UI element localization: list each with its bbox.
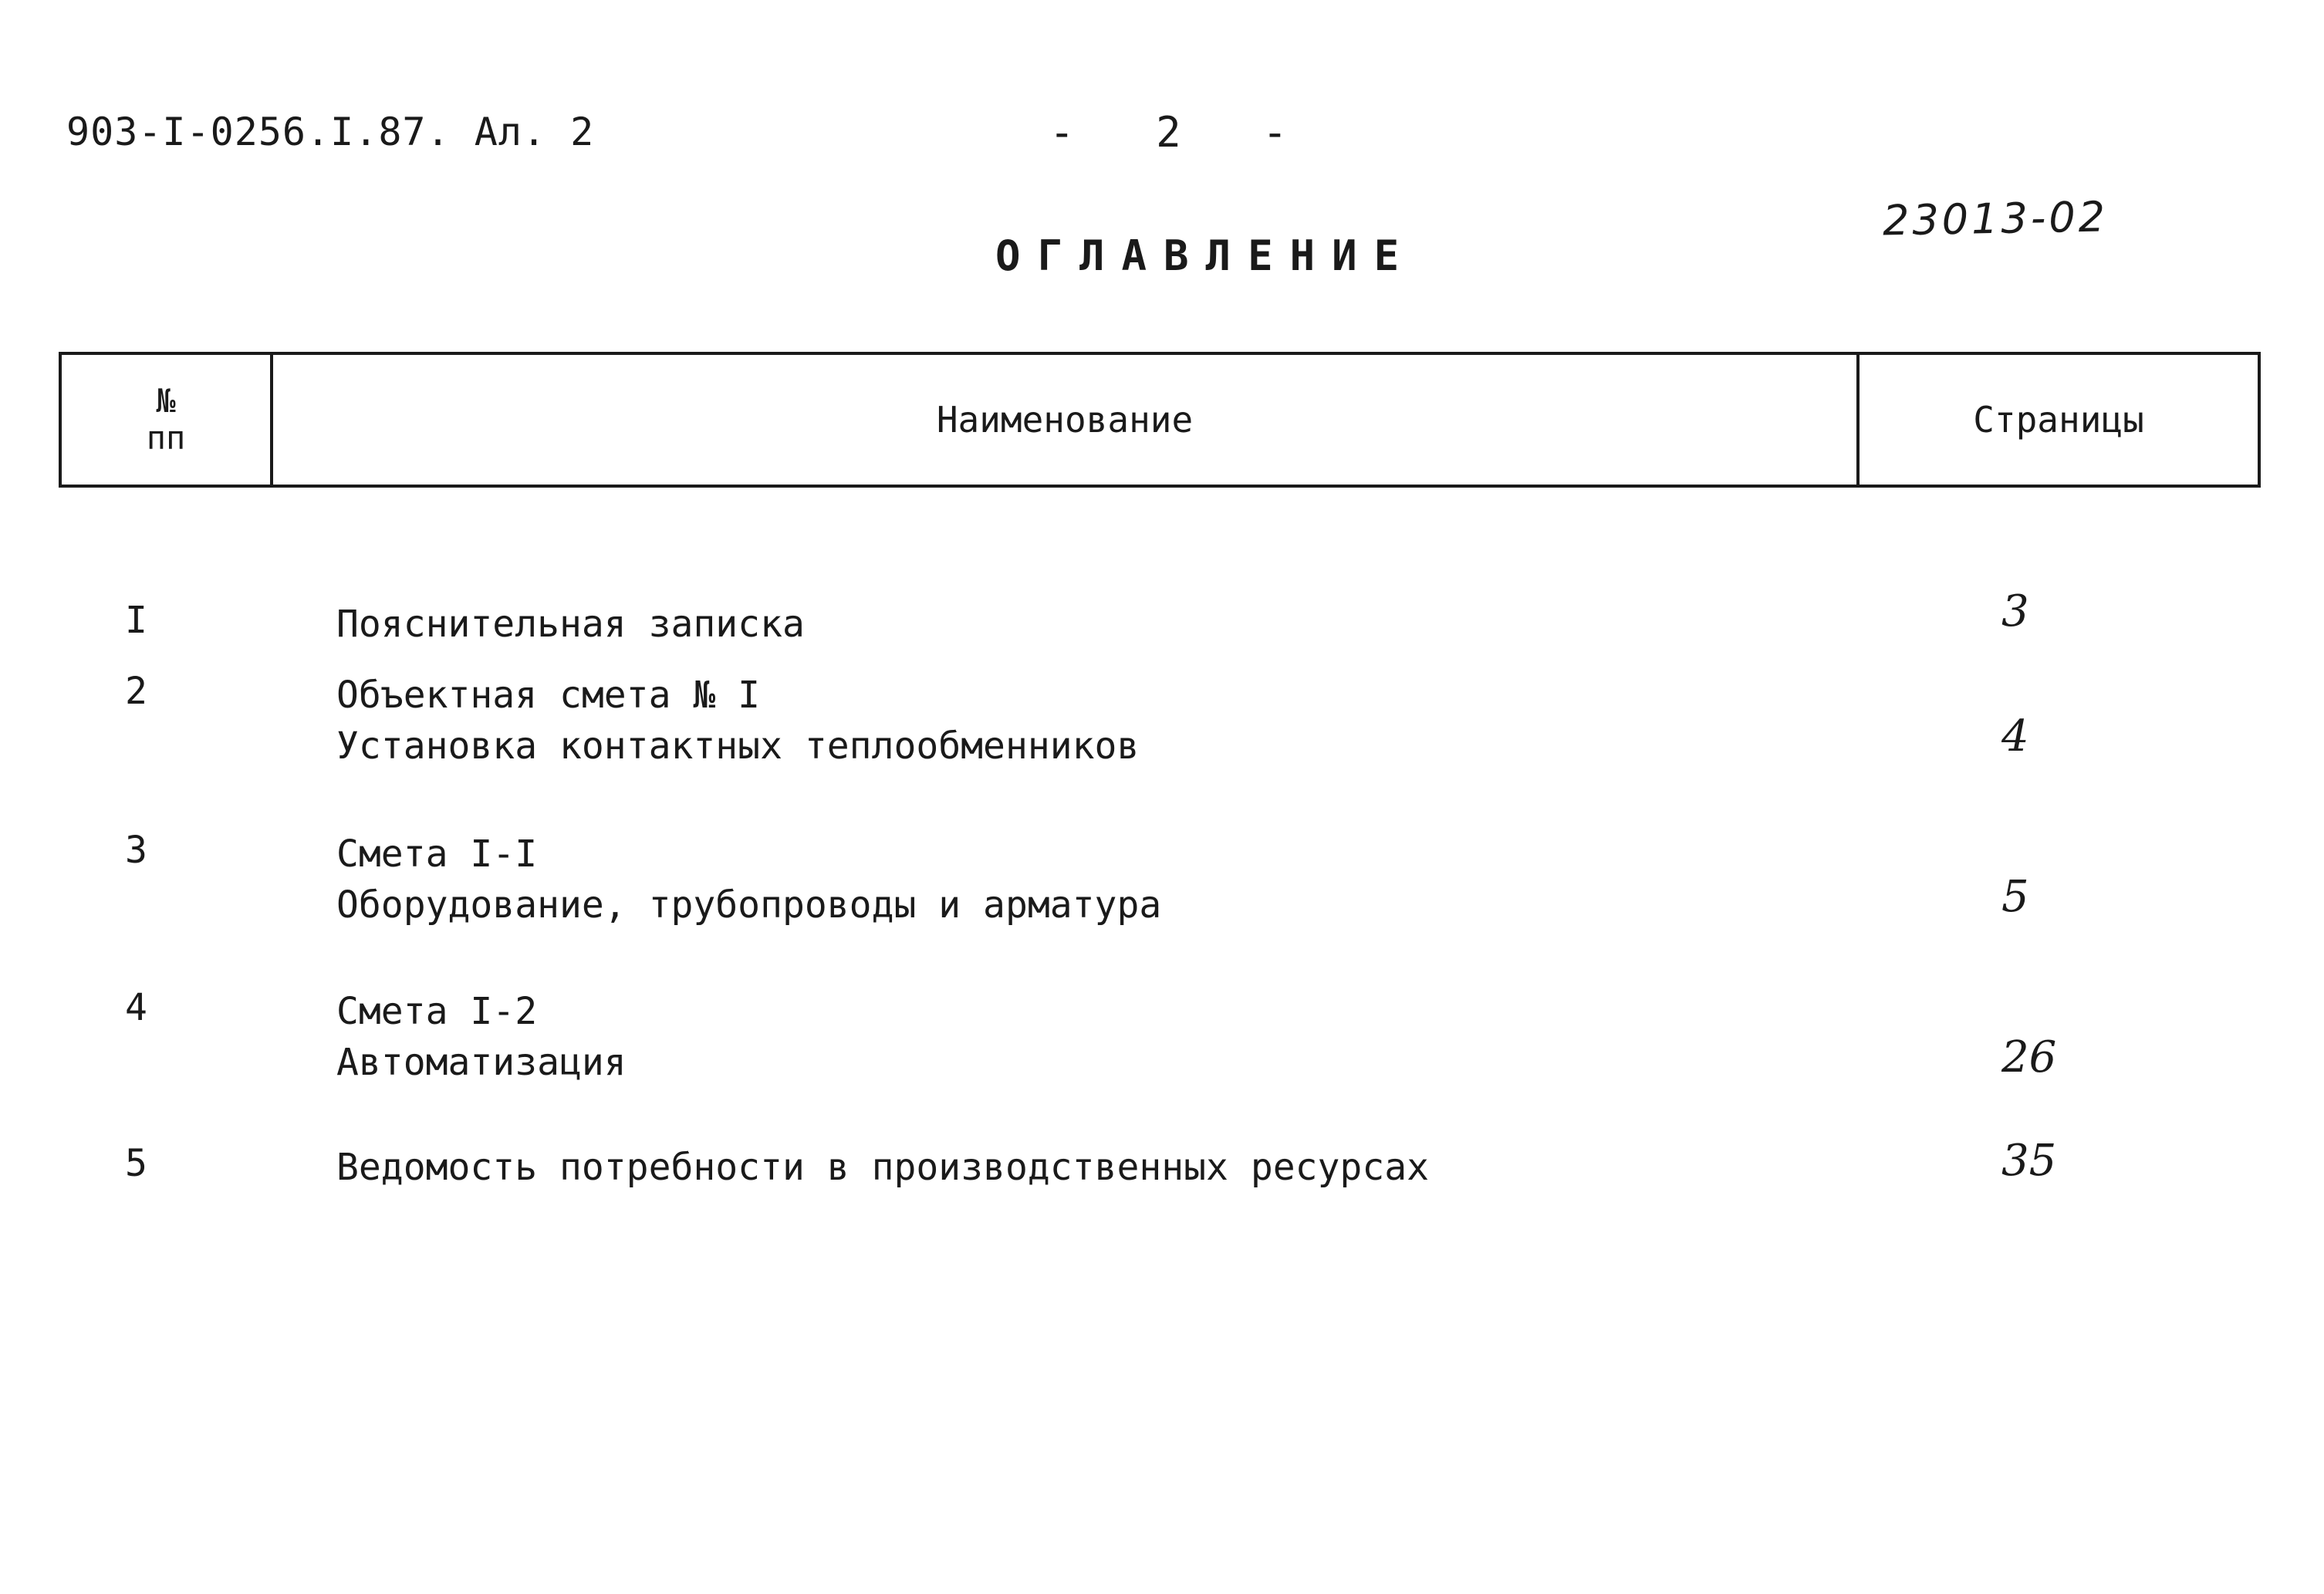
toc-row-text (336, 1142, 1429, 1193)
header-cell-pages: Страницы (1973, 399, 2144, 441)
toc-row-page: 3 (2001, 586, 2029, 637)
archive-number: 23013-02 (1882, 192, 2109, 245)
toc-row-text (336, 986, 627, 1088)
toc-header-table (59, 352, 2261, 488)
page-number (1049, 108, 1289, 157)
page-dash-right: - (1262, 108, 1289, 157)
toc-row-page: 35 (2001, 1136, 2057, 1186)
toc-row-number: I (125, 599, 147, 642)
toc-row-line1: Ведомость потребности в производственных ресурсах (336, 1146, 1430, 1189)
toc-title: ОГЛАВЛЕНИЕ (995, 231, 1417, 280)
toc-row-number: 5 (125, 1142, 147, 1185)
toc-row-line2: Установка контактных теплообменников (336, 724, 1140, 768)
toc-row-page: 4 (2001, 711, 2029, 762)
header-number-abbr: пп (146, 419, 186, 457)
toc-row-number: 2 (125, 670, 147, 713)
toc-row-page: 26 (2001, 1032, 2057, 1082)
toc-row-line2: Автоматизация (336, 1041, 627, 1084)
toc-row-line2: Оборудование, трубопроводы и арматура (336, 883, 1162, 927)
toc-row-line1: Объектная смета № I (336, 674, 761, 717)
toc-row-line1: Пояснительная записка (336, 603, 805, 646)
toc-row-text (336, 829, 1161, 930)
toc-row-number: 4 (125, 986, 147, 1029)
toc-row-text (336, 599, 805, 650)
page-dash-left: - (1049, 108, 1076, 157)
page-number-value: 2 (1156, 108, 1183, 157)
header-cell-name: Наименование (273, 355, 1860, 485)
toc-row-line1: Смета I-2 (336, 990, 538, 1033)
toc-row-number: 3 (125, 829, 147, 872)
toc-row-page: 5 (2001, 872, 2029, 922)
header-number-sign: № (156, 381, 176, 420)
header-cell-number (62, 355, 273, 485)
document-code: 903-I-0256.I.87. Ал. 2 (66, 110, 595, 154)
toc-row-text (336, 670, 1139, 772)
toc-row-line1: Смета I-I (336, 832, 538, 876)
